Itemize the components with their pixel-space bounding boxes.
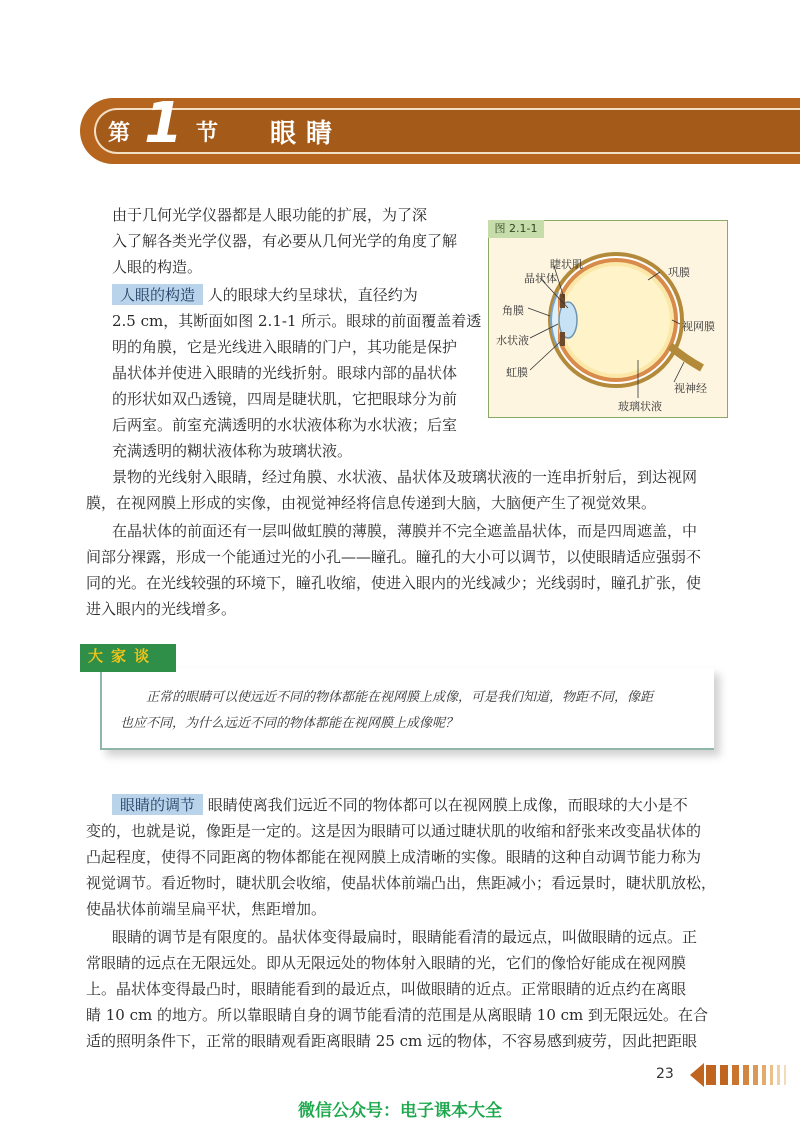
structure-line-2: 2.5 cm，其断面如图 2.1-1 所示。眼球的前面覆盖着透 [112,312,482,330]
intro-line-1: 由于几何光学仪器都是人眼功能的扩展，为了深 [112,206,428,224]
label-sclera: 巩膜 [668,266,690,279]
label-aqueous: 水状液 [496,334,529,347]
section-suffix: 节 [196,121,219,146]
adjust-line-3: 凸起程度，使得不同距离的物体都能在视网膜上成清晰的实像。眼睛的这种自动调节能力称为 [86,848,702,866]
iris-top-shape [560,294,565,308]
adjust-line-2: 变的，也就是说，像距是一定的。这是因为眼睛可以通过睫状肌的收缩和舒张来改变晶状体的 [86,822,702,840]
adjust-text-1: 眼睛使离我们远近不同的物体都可以在视网膜上成像，而眼球的大小是不 [207,796,688,814]
section-title: 眼睛 [270,119,343,149]
structure-line-1 [112,284,418,305]
structure-line-6: 后两室。前室充满透明的水状液体称为水状液；后室 [112,416,458,434]
page-number: 23 [656,1066,674,1082]
structure-line-7: 充满透明的糊状液体称为玻璃状液。 [112,442,353,460]
discussion-line-2: 也应不同，为什么远近不同的物体都能在视网膜上成像呢？ [120,716,459,731]
pupil-line-3: 同的光。在光线较强的环境下，瞳孔收缩，使进入眼内的光线减少；光线弱时，瞳孔扩张，使 [86,574,702,592]
topic-tag-structure: 人眼的构造 [112,284,203,305]
section-number: 1 [144,91,183,156]
adjust-line-1 [112,794,688,815]
label-optic-nerve: 视神经 [674,382,707,395]
discussion-box [100,668,714,750]
limits-line-1: 眼睛的调节是有限度的。晶状体变得最扁时，眼睛能看清的最远点，叫做眼睛的远点。正 [112,928,698,946]
light-line-1: 景物的光线射入眼睛，经过角膜、水状液、晶状体及玻璃状液的一连串折射后，到达视网 [112,468,698,486]
topic-tag-adjust: 眼睛的调节 [112,794,203,815]
structure-text-1: 人的眼球大约呈球状，直径约为 [207,286,418,304]
limits-line-2: 常眼睛的远点在无限远处。即从无限远处的物体射入眼睛的光，它们的像恰好能成在视网膜 [86,954,687,972]
intro-line-2: 入了解各类光学仪器，有必要从几何光学的角度了解 [112,232,458,250]
section-prefix: 第 [108,121,131,146]
limits-line-3: 上。晶状体变得最凸时，眼睛能看到的最近点，叫做眼睛的近点。正常眼睛的近点约在离眼 [86,980,687,998]
discussion-title: 大家谈 [88,647,158,665]
pupil-line-2: 间部分裸露，形成一个能通过光的小孔——瞳孔。瞳孔的大小可以调节，以使眼睛适应强弱不 [86,548,702,566]
intro-line-3: 人眼的构造。 [112,258,203,276]
page-arrow-icon [690,1060,800,1090]
label-lens: 晶状体 [524,272,557,285]
adjust-line-4: 视觉调节。看近物时，睫状肌会收缩，使晶状体前端凸出，焦距减小；看远景时，睫状肌放松， [86,874,717,892]
pupil-line-4: 进入眼内的光线增多。 [86,600,237,618]
structure-line-3: 明的角膜，它是光线进入眼睛的门户，其功能是保护 [112,338,458,356]
iris-bottom-shape [560,332,565,346]
label-retina: 视网膜 [682,320,715,333]
figure-label: 图 2.1-1 [488,220,544,238]
discussion-line-1: 正常的眼睛可以使远近不同的物体都能在视网膜上成像，可是我们知道，物距不同，像距 [146,690,654,705]
structure-line-4: 晶状体并使进入眼睛的光线折射。眼球内部的晶状体 [112,364,458,382]
structure-line-5: 的形状如双凸透镜，四周是睫状肌，它把眼球分为前 [112,390,458,408]
watermark: 微信公众号：电子课本大全 [298,1101,502,1121]
label-ciliary: 睫状肌 [550,258,583,271]
limits-line-4: 睛 10 cm 的地方。所以靠眼睛自身的调节能看清的范围是从离眼睛 10 cm 到无限远处。在合 [86,1006,709,1024]
limits-line-5: 适的照明条件下，正常的眼睛观看距离眼睛 25 cm 远的物体，不容易感到疲劳，因此把距眼 [86,1032,698,1050]
adjust-line-5: 使晶状体前端呈扁平状，焦距增加。 [86,900,327,918]
label-vitreous: 玻璃状液 [618,400,662,413]
vitreous-shape [562,266,670,374]
light-line-2: 膜，在视网膜上形成的实像，由视觉神经将信息传递到大脑，大脑便产生了视觉效果。 [86,494,657,512]
label-cornea: 角膜 [502,304,524,317]
label-iris: 虹膜 [506,366,528,379]
pupil-line-1: 在晶状体的前面还有一层叫做虹膜的薄膜，薄膜并不完全遮盖晶状体，而是四周遮盖，中 [112,522,698,540]
optic-nerve-shape [670,346,702,368]
